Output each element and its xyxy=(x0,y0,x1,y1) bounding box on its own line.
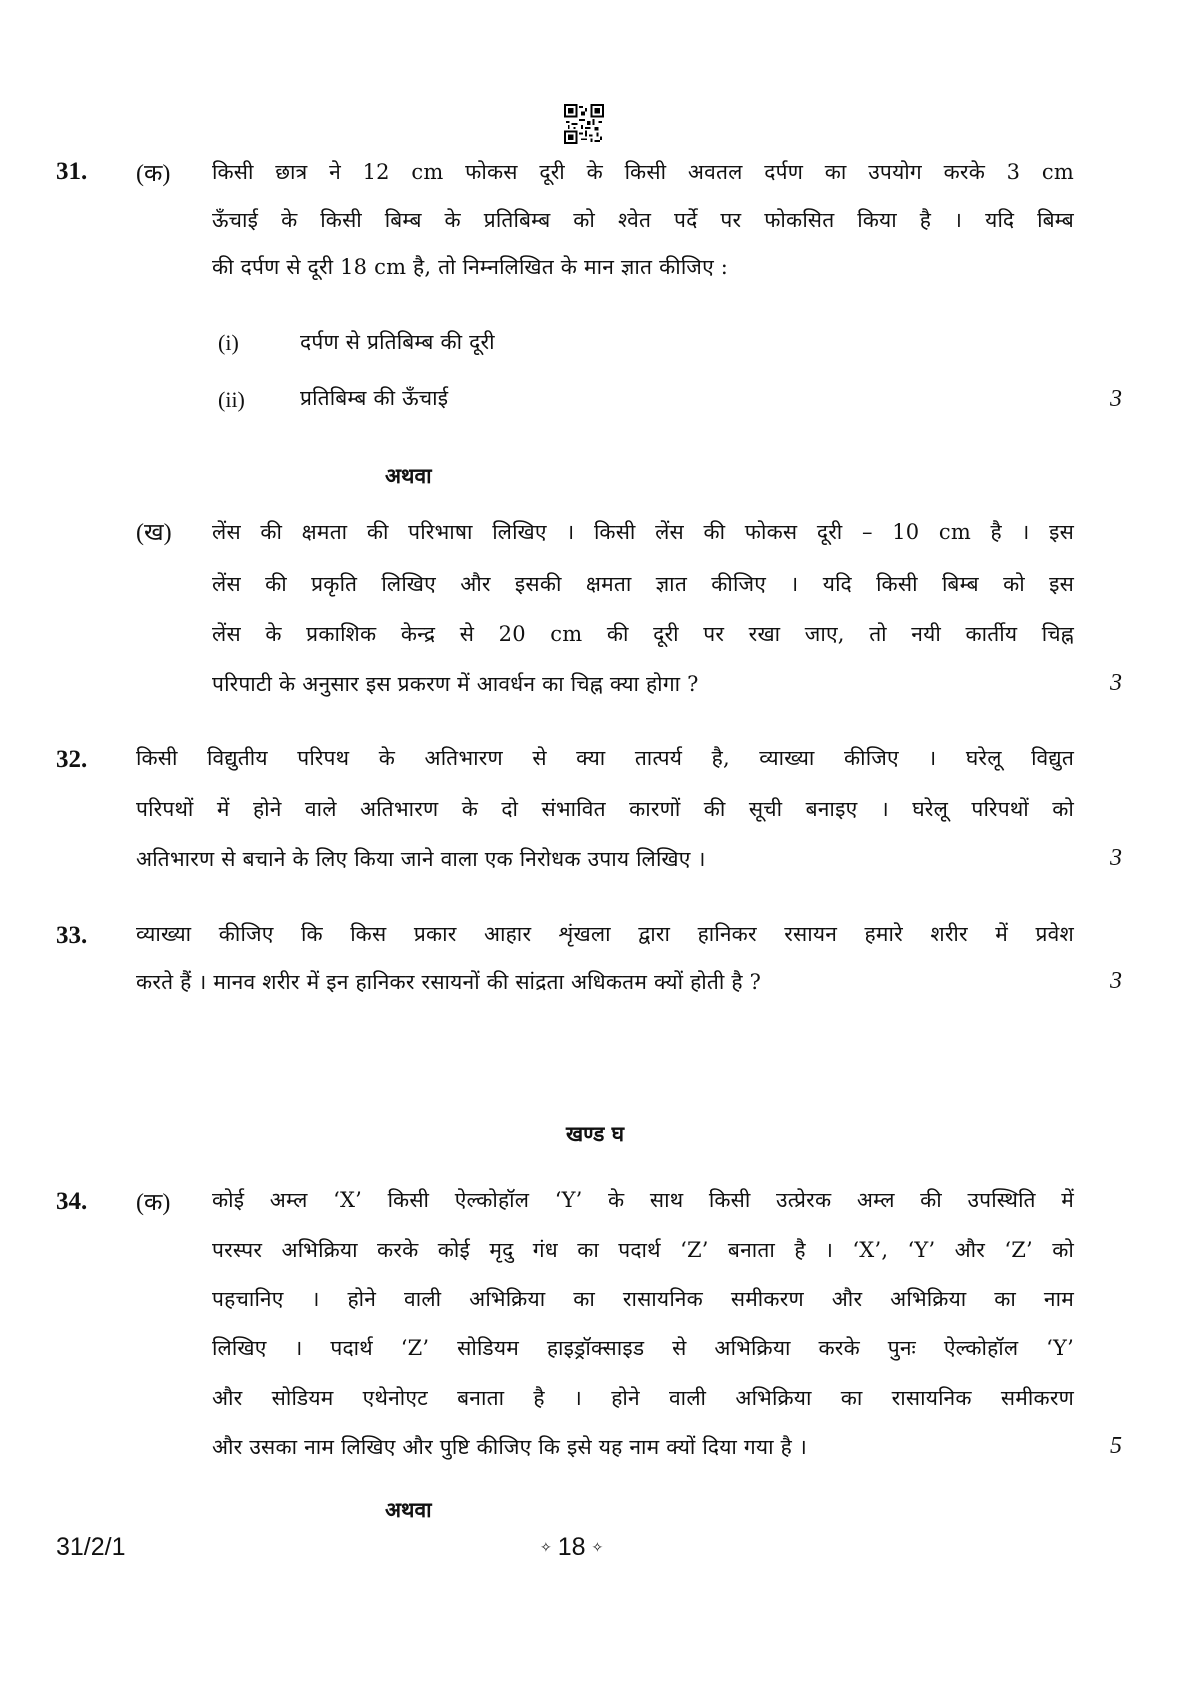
paper-code: 31/2/1 xyxy=(56,1533,126,1561)
ornament-left-icon: ✧ xyxy=(540,1539,552,1555)
subpart-text: दर्पण से प्रतिबिम्ब की दूरी xyxy=(300,330,495,354)
marks: 3 xyxy=(1110,968,1122,994)
question-text-line: परिपाटी के अनुसार इस प्रकरण में आवर्धन का चिह्न क्या होगा ? xyxy=(212,672,699,696)
question-text-line: और उसका नाम लिखिए और पुष्टि कीजिए कि इसे यह नाम क्यों दिया गया है । xyxy=(212,1435,808,1459)
question-text-line: व्याख्या कीजिए कि किस प्रकार आहार शृंखला द्वारा हानिकर रसायन हमारे शरीर में प्रवेश xyxy=(136,922,1074,946)
question-text-line: लेंस के प्रकाशिक केन्द्र से 20 cm की दूरी पर रखा जाए, तो नयी कार्तीय चिह्न xyxy=(212,622,1074,646)
question-number: 34. xyxy=(56,1188,88,1215)
marks: 3 xyxy=(1110,845,1122,871)
page-number: 18 xyxy=(557,1533,586,1561)
part-label: (क) xyxy=(136,161,171,187)
question-text-line: किसी विद्युतीय परिपथ के अतिभारण से क्या तात्पर्य है, व्याख्या कीजिए । घरेलू विद्युत xyxy=(136,746,1074,770)
question-text-line: किसी छात्र ने 12 cm फोकस दूरी के किसी अवतल दर्पण का उपयोग करके 3 cm xyxy=(212,160,1074,184)
question-text-line: की दर्पण से दूरी 18 cm है, तो निम्नलिखित के मान ज्ञात कीजिए : xyxy=(212,255,729,279)
ornament-right-icon: ✧ xyxy=(591,1539,604,1555)
question-text-line: करते हैं । मानव शरीर में इन हानिकर रसायनों की सांद्रता अधिकतम क्यों होती है ? xyxy=(136,970,762,994)
question-text-line: लेंस की प्रकृति लिखिए और इसकी क्षमता ज्ञात कीजिए । यदि किसी बिम्ब को इस xyxy=(212,572,1074,596)
marks: 5 xyxy=(1110,1433,1122,1459)
question-text-line: पहचानिए । होने वाली अभिक्रिया का रासायनिक समीकरण और अभिक्रिया का नाम xyxy=(212,1287,1074,1311)
question-number: 32. xyxy=(56,746,88,773)
or-separator: अथवा xyxy=(385,463,432,488)
page-number-container xyxy=(540,1533,603,1562)
question-text-line: परस्पर अभिक्रिया करके कोई मृदु गंध का पदार्थ ‘Z’ बनाता है । ‘X’, ‘Y’ और ‘Z’ को xyxy=(212,1238,1074,1262)
or-separator: अथवा xyxy=(385,1497,432,1522)
question-number: 31. xyxy=(56,158,88,185)
marks: 3 xyxy=(1110,386,1122,412)
question-text-line: परिपथों में होने वाले अतिभारण के दो संभावित कारणों की सूची बनाइए । घरेलू परिपथों को xyxy=(136,797,1074,821)
subpart-label: (i) xyxy=(218,330,239,355)
part-label: (ख) xyxy=(136,520,172,546)
subpart-label: (ii) xyxy=(218,387,245,412)
question-text-line: कोई अम्ल ‘X’ किसी ऐल्कोहॉल ‘Y’ के साथ किसी उत्प्रेरक अम्ल की उपस्थिति में xyxy=(212,1188,1074,1212)
qr-code-icon xyxy=(564,104,604,144)
question-text-line: लिखिए । पदार्थ ‘Z’ सोडियम हाइड्रॉक्साइड से अभिक्रिया करके पुनः ऐल्कोहॉल ‘Y’ xyxy=(212,1336,1074,1360)
question-number: 33. xyxy=(56,922,88,949)
question-text-line: अतिभारण से बचाने के लिए किया जाने वाला एक निरोधक उपाय लिखिए । xyxy=(136,847,706,871)
section-title: खण्ड घ xyxy=(565,1121,625,1146)
question-text-line: लेंस की क्षमता की परिभाषा लिखिए । किसी लेंस की फोकस दूरी – 10 cm है । इस xyxy=(212,520,1074,544)
part-label: (क) xyxy=(136,1190,171,1216)
question-text-line: और सोडियम एथेनोएट बनाता है । होने वाली अभिक्रिया का रासायनिक समीकरण xyxy=(212,1386,1074,1410)
question-text-line: ऊँचाई के किसी बिम्ब के प्रतिबिम्ब को श्वेत पर्दे पर फोकसित किया है । यदि बिम्ब xyxy=(212,208,1074,232)
marks: 3 xyxy=(1110,670,1122,696)
subpart-text: प्रतिबिम्ब की ऊँचाई xyxy=(300,386,449,410)
